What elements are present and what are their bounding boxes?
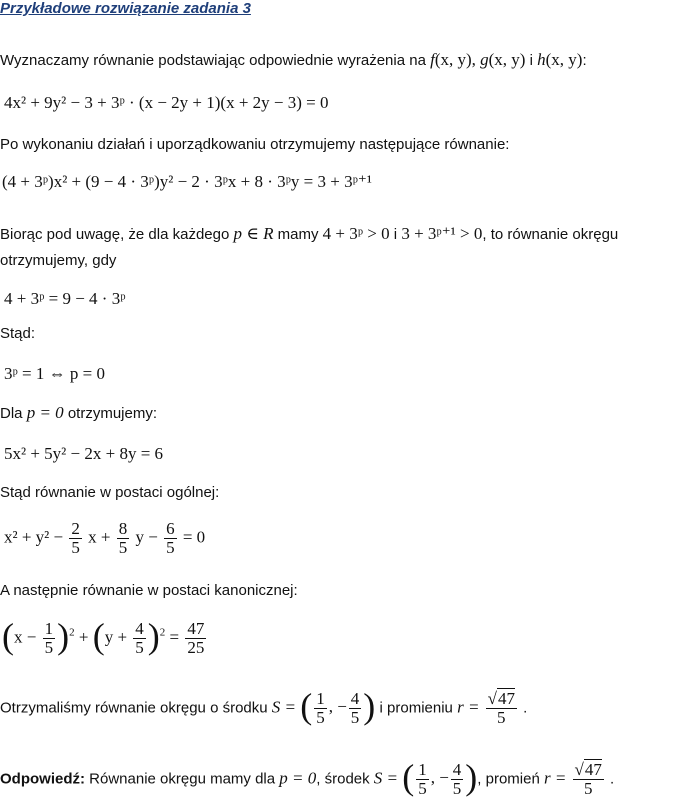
numerator: √47 (487, 689, 515, 708)
center-label: S = (271, 697, 297, 717)
p8-text-b: i promieniu (379, 699, 453, 717)
numerator: √47 (574, 760, 602, 779)
paragraph-5 (0, 403, 157, 423)
answer-paragraph (0, 757, 615, 798)
separator: , (471, 50, 476, 69)
radius-label: r = (457, 697, 480, 717)
radius-fraction (486, 690, 517, 727)
eq6-part-c: y − (135, 527, 158, 547)
p3-text-c: i (393, 226, 398, 243)
denominator: 5 (452, 778, 462, 798)
conjunction: i (529, 52, 533, 69)
coord-separator: , − (430, 768, 449, 788)
p5-text-b: otrzymujemy: (67, 405, 158, 422)
denominator: 5 (418, 778, 427, 798)
eq6-part-b: x + (88, 527, 111, 547)
func-g: g (480, 50, 489, 69)
equation-3: 4 + 3ᵖ = 9 − 4 · 3ᵖ (4, 289, 126, 308)
paren-close: ) (147, 616, 160, 657)
p8-text-a: Otrzymaliśmy równanie okręgu o środku (0, 699, 268, 717)
paren-open: ( (402, 757, 415, 798)
fraction (314, 690, 327, 727)
equation-4: 3ᵖ = 1 ⇔ p = 0 (4, 364, 105, 383)
equation-2: (4 + 3ᵖ)x² + (9 − 4 · 3ᵖ)y² − 2 · 3ᵖx + 8 · 3ᵖy = 3 + 3ᵖ⁺¹ (2, 172, 372, 191)
p5-condition: p = 0 (26, 403, 64, 422)
fraction (451, 761, 464, 798)
p3-text-d: , to równanie okręgu (482, 226, 619, 243)
denominator: 5 (118, 537, 128, 557)
denominator: 5 (71, 537, 80, 557)
numerator: 4 (350, 689, 360, 709)
intro-text: Wyznaczamy równanie podstawiając odpowiednie wyrażenia na (0, 52, 426, 69)
answer-text-a: Równanie okręgu mamy dla (89, 770, 276, 788)
paren-close: ) (465, 757, 478, 798)
func-h: h (537, 50, 546, 69)
eq6-part-d: = 0 (182, 527, 206, 547)
numerator: 6 (166, 519, 175, 538)
sqrt-radicand: 47 (497, 689, 515, 708)
paragraph-3 (0, 224, 618, 244)
paragraph-8 (0, 686, 528, 727)
paren-close: ) (57, 616, 70, 657)
equation-1: 4x² + 9y² − 3 + 3ᵖ · (x − 2y + 1)(x + 2y − 3) = 0 (4, 93, 329, 112)
center-coords (300, 686, 379, 727)
answer-text-c: , promień (477, 770, 540, 788)
sqrt-radicand: 47 (584, 760, 602, 779)
eq6-part-a: x² + y² − (4, 527, 64, 547)
radius-label: r = (544, 768, 567, 788)
eq7-part-a: x − (14, 627, 37, 647)
center-label: S = (373, 768, 399, 788)
paren-open: ( (92, 616, 105, 657)
denominator: 5 (135, 637, 144, 657)
paren-open: ( (2, 616, 14, 657)
fraction (133, 620, 146, 657)
p3-condition: p ∈ R (233, 224, 274, 243)
page-title: Przykładowe rozwiązanie zadania 3 (0, 0, 251, 17)
paren-open: ( (300, 686, 313, 727)
numerator: 8 (118, 519, 128, 538)
answer-label: Odpowiedź: (0, 770, 85, 788)
p3-text-a: Biorąc pod uwagę, że dla każdego (0, 226, 230, 243)
numerator: 4 (135, 619, 144, 638)
paragraph-3-cont: otrzymujemy, gdy (0, 252, 117, 269)
equation-7: (x − $\frac{1}{5}$ )$^2$ + (y + $\frac{4}{5}$ )$^2$ = $\frac{47}{25}$ (2, 616, 205, 657)
exponent: 2 (159, 626, 166, 639)
paragraph-6: Stąd równanie w postaci ogólnej: (0, 484, 220, 501)
paragraph-7: A następnie równanie w postaci kanonicznej: (0, 582, 298, 599)
fraction (117, 520, 130, 557)
denominator: 5 (166, 537, 175, 557)
fraction (69, 520, 82, 557)
denominator: 5 (44, 637, 54, 657)
answer-condition: p = 0 (279, 768, 317, 788)
period: . (523, 699, 528, 717)
fraction (185, 620, 206, 657)
denominator: 5 (497, 707, 506, 727)
paragraph-2: Po wykonaniu działań i uporządkowaniu otrzymujemy następujące równanie: (0, 136, 510, 153)
numerator: 1 (44, 619, 54, 638)
fraction (43, 620, 56, 657)
radius-fraction (573, 761, 604, 798)
p5-text-a: Dla (0, 405, 23, 422)
period: . (610, 770, 615, 788)
fraction (416, 761, 429, 798)
coord-separator: , − (328, 697, 347, 717)
fraction (164, 520, 177, 557)
func-f: f (430, 50, 435, 69)
paren-close: ) (363, 686, 376, 727)
numerator: 47 (187, 619, 205, 638)
answer-text-b: , środek (316, 770, 370, 788)
paragraph-4: Stąd: (0, 325, 36, 342)
numerator: 1 (418, 760, 427, 780)
numerator: 1 (316, 689, 325, 709)
exponent: 2 (69, 626, 75, 639)
denominator: 25 (187, 637, 205, 657)
func-f-args: (x, y) (434, 50, 472, 69)
p3-inequality-1: 4 + 3ᵖ > 0 (322, 224, 390, 243)
func-g-args: (x, y) (488, 50, 526, 69)
equation-5: 5x² + 5y² − 2x + 8y = 6 (4, 444, 164, 463)
p3-text-b: mamy (277, 226, 319, 243)
equals: = (169, 627, 180, 647)
p3-inequality-2: 3 + 3ᵖ⁺¹ > 0 (401, 224, 483, 243)
denominator: 5 (350, 707, 360, 727)
denominator: 5 (316, 707, 325, 727)
colon: : (582, 52, 587, 69)
intro-paragraph (0, 50, 587, 70)
equation-6 (4, 520, 205, 557)
eq7-part-b: y + (104, 627, 128, 647)
numerator: 4 (452, 760, 462, 780)
center-coords (402, 757, 478, 798)
denominator: 5 (583, 778, 593, 798)
fraction (349, 690, 362, 727)
func-h-args: (x, y) (545, 50, 583, 69)
numerator: 2 (71, 519, 80, 538)
